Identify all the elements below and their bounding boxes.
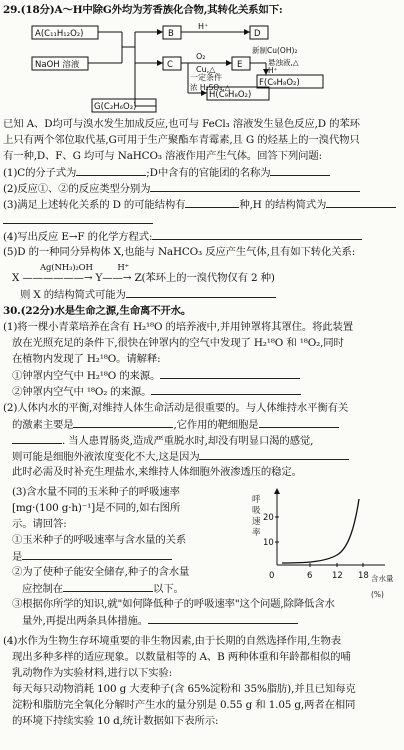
q30-2-target-blank[interactable] bbox=[259, 416, 339, 428]
q29-part-2 bbox=[3, 180, 401, 197]
box-c-label: C bbox=[167, 60, 173, 70]
q29-5-answer-blank[interactable] bbox=[126, 286, 276, 298]
q29-intro-line-3: 有一种,D、F、G 均可与 NaHCO₃ 溶液作用产生气体。回答下列问题: bbox=[3, 150, 322, 162]
q30-3-q3-blank[interactable] bbox=[148, 612, 298, 624]
box-f-label: F(C₉H₈O₂) bbox=[259, 78, 300, 88]
q29-2-text: (2)反应①、②的反应类型分别为 bbox=[3, 183, 151, 195]
o2-condition: O₂ bbox=[196, 52, 206, 61]
q29-3-answer-blank[interactable] bbox=[185, 196, 239, 208]
q30-3-q1: ①玉米种子的呼吸速率与含水量的关系 bbox=[12, 534, 187, 546]
q30-2-target-text: ,它作用的靶细胞是 bbox=[173, 419, 259, 431]
box-a-label: A(C₁₁H₁₂O₂) bbox=[35, 29, 84, 39]
graph-y-axis-label: 呼吸速率 bbox=[252, 495, 261, 538]
q30-4-line-3: 乳动物作为实验材料,进行以下实验: bbox=[12, 667, 173, 679]
q29-part-4 bbox=[3, 228, 401, 245]
graph-tick-12: 12 bbox=[332, 571, 343, 581]
box-d-label: D bbox=[254, 29, 261, 39]
q29-5-transform bbox=[12, 270, 401, 286]
q29-3-text: (3)满足上述转化关系的 D 的可能结构有 bbox=[3, 199, 186, 211]
q30-1b-text: ②钟罩内空气中 ¹⁸O₂ 的来源。 bbox=[12, 386, 152, 398]
q30-2-line-2 bbox=[12, 416, 401, 433]
reaction-scheme-diagram bbox=[30, 20, 330, 115]
suspension-condition: 悬浊液,△ bbox=[268, 58, 299, 67]
q30-3-q3-text: 量外,再提出两条具体措施。 bbox=[22, 615, 149, 627]
q30-1-line-2: 放在光照充足的条件下,很快在钟罩内的空气中发现了 H₂¹⁸O 和 ¹⁸O₂,同时 bbox=[12, 337, 344, 349]
graph-tick-20: 20 bbox=[263, 513, 274, 523]
q30-2-reason-blank[interactable] bbox=[199, 448, 349, 460]
q30-1-line-1: (1)将一棵小青菜培养在含有 H₂¹⁸O 的培养液中,并用钟罩将其罩住。将此装置 bbox=[3, 321, 354, 333]
cu-heat-condition: Cu,△ bbox=[196, 65, 216, 74]
q29-header: 29.(18分)A～H中除G外均为芳香族化合物,其转化关系如下: bbox=[3, 4, 283, 16]
h-plus2-condition: H⁺ bbox=[268, 66, 278, 75]
graph-tick-18: 18 bbox=[358, 571, 369, 581]
q30-1b-answer-blank[interactable] bbox=[151, 383, 301, 395]
q30-3-q2-below: 以下。 bbox=[152, 583, 184, 595]
q30-3-line-3: 示。请回答: bbox=[12, 518, 67, 530]
q29-5-reagent-text: Ag(NH₃)₂OH bbox=[40, 263, 93, 273]
q30-3-q1-is: 是 bbox=[12, 551, 23, 563]
q29-part-1 bbox=[3, 164, 401, 181]
graph-tick-10: 10 bbox=[263, 538, 274, 548]
q29-5-end bbox=[20, 286, 401, 303]
q30-3-line-2: [mg·(100 g·h)⁻¹]是不同的,如右图所 bbox=[12, 502, 181, 514]
q29-4-answer-blank[interactable] bbox=[152, 228, 362, 240]
q30-2-line-5: 此时必需及时补充生理盐水,来维持人体细胞外液渗透压的稳定。 bbox=[12, 466, 302, 478]
q29-part-3 bbox=[3, 196, 401, 213]
graph-tick-6: 6 bbox=[307, 571, 313, 581]
q30-3-q2-blank[interactable] bbox=[63, 580, 153, 592]
q29-4-text: (4)写出反应 E→F 的化学方程式: bbox=[3, 231, 153, 243]
q29-3b-answer-blank[interactable] bbox=[326, 196, 396, 208]
q30-1a bbox=[12, 367, 401, 384]
box-g-label: G(C₂H₆O₂) bbox=[94, 102, 137, 112]
q29-1-text-b: ;D中含有的官能团的名称为 bbox=[146, 167, 271, 179]
q30-3-q2: ②为了使种子能安全储存,种子的含水量 bbox=[12, 566, 190, 578]
q29-3-text-b: 种,H 的结构简式为 bbox=[239, 199, 327, 211]
box-naoh-label: NaOH 溶液 bbox=[35, 60, 80, 70]
q30-4-line-1: (4)水作为生物生存环境重要的非生物因素,由于长期的自然选择作用,生物表 bbox=[3, 635, 342, 647]
q30-2-reason-text: 则可能是细胞外液浓度变化不大,这是因为 bbox=[12, 451, 200, 463]
h-plus-condition: H⁺ bbox=[198, 22, 209, 31]
q29-1-text: (1)C的分子式为 bbox=[3, 167, 77, 179]
q29-5-yz: ——→ Z(苯环上的一溴代物仅有 2 种) bbox=[102, 272, 275, 284]
q30-2-extra-blank[interactable] bbox=[12, 432, 62, 444]
q29-5-end-text: 则 X 的结构简式可能为 bbox=[20, 289, 126, 301]
q30-3-q2-control: 应控制在 bbox=[22, 583, 63, 595]
q30-2-dehydration-text: . 当人患胃肠炎,造成严重脱水时,却没有明显口渴的感觉, bbox=[62, 435, 314, 447]
q30-2-hormone-blank[interactable] bbox=[73, 416, 173, 428]
q30-3-q3-line-1: ③根据你所学的知识,就"如何降低种子的呼吸速率"这个问题,除降低含水 bbox=[12, 598, 335, 610]
q29-1b-answer-blank[interactable] bbox=[270, 164, 330, 176]
q30-header: 30.(22分)水是生命之源,生命离不开水。 bbox=[3, 305, 192, 317]
graph-x-axis-label: 含水量(%) bbox=[371, 574, 394, 600]
q30-2-line-3 bbox=[12, 432, 401, 449]
new-cuoh2-condition: 新制Cu(OH)₂ bbox=[252, 46, 298, 55]
q30-1b bbox=[12, 383, 401, 400]
q29-part-3-extra-blank bbox=[3, 212, 401, 229]
box-e-label: E bbox=[237, 60, 243, 70]
q30-3-q1-blank[interactable] bbox=[22, 548, 172, 560]
q29-intro-line-2: 上只有两个邻位取代基,G可用于生产聚酯车青霉素,且 G 的烃基上的一溴代物只 bbox=[3, 134, 360, 146]
q30-3-line-1: (3)含水量不同的玉米种子的呼吸速率 bbox=[12, 486, 180, 498]
q30-3-q3-line-2 bbox=[12, 612, 401, 629]
respiration-rate-graph bbox=[255, 485, 395, 585]
q29-1-answer-blank[interactable] bbox=[76, 164, 146, 176]
q30-4-line-5: 淀粉和脂肪完全氧化分解时产生水的量分别是 0.55 g 和 1.05 g,两者在相同 bbox=[12, 699, 356, 711]
q30-2-line-4 bbox=[12, 448, 401, 465]
box-b-label: B bbox=[168, 29, 174, 39]
q30-4-line-4: 每天每只动物消耗 100 g 大麦种子(含 65%淀粉和 35%脂肪),并且已知每克 bbox=[12, 683, 356, 695]
box-h-label: H(C₉H₈O₂) bbox=[209, 90, 252, 100]
q30-4-line-2: 现出多种多样的适应现象。以数量相等的 A、B 两种体重和年龄都相似的哺 bbox=[12, 651, 351, 663]
q29-intro-line-1: 已知 A、D均可与溴水发生加成反应,也可与 FeCl₃ 溶液发生显色反应,D 的苯环 bbox=[3, 118, 360, 130]
q30-1a-text: ①钟罩内空气中 H₂¹⁸O 的来源。 bbox=[12, 370, 161, 382]
graph-curve bbox=[282, 499, 359, 563]
graph-tick-0: 0 bbox=[269, 571, 275, 581]
q30-1a-answer-blank[interactable] bbox=[160, 367, 300, 379]
q29-5-hplus-text: H⁺ bbox=[117, 263, 129, 273]
q30-4-line-6: 的环境下持续实验 10 d,统计数据如下表所示: bbox=[12, 715, 219, 727]
conc-h2so4-condition: 浓 H₂SO₄,△ bbox=[190, 83, 231, 92]
q29-5-xy: X ——————→ Y bbox=[12, 272, 103, 284]
q30-2-hormone-text: 的激素主要是 bbox=[12, 419, 74, 431]
certain-condition: 一定条件 bbox=[190, 73, 222, 82]
q30-1-line-3: 在植物内发现了 H₂¹⁸O。请解释: bbox=[12, 353, 161, 365]
q29-3c-answer-blank[interactable] bbox=[3, 212, 153, 224]
q30-2-line-1: (2)人体内水的平衡,对维持人体生命活动是很重要的。与人体维持水平衡有关 bbox=[3, 402, 349, 414]
q29-2-answer-blank[interactable] bbox=[150, 180, 360, 192]
q29-part-5: (5)D 的一种同分异构体 X,也能与 NaHCO₃ 反应产生气体,且有如下转化关系: bbox=[3, 246, 356, 258]
